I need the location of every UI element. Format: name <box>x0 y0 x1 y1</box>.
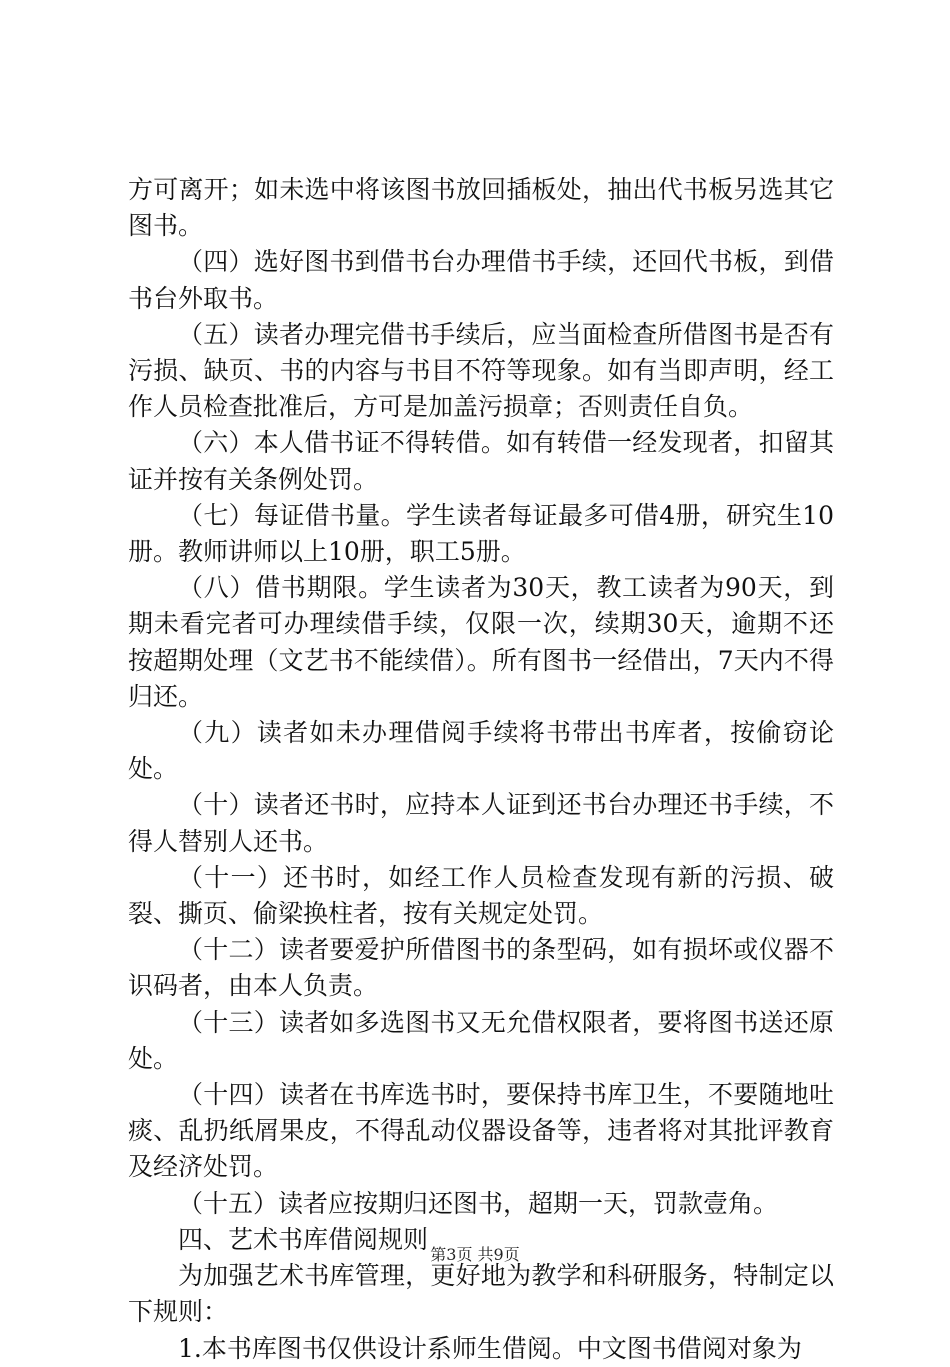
paragraph: （九）读者如未办理借阅手续将书带出书库者，按偷窃论处。 <box>128 718 834 784</box>
paragraph: （十五）读者应按期归还图书，超期一天，罚款壹角。 <box>178 1188 779 1218</box>
paragraph: （七）每证借书量。学生读者每证最多可借4册，研究生10册。教师讲师以上10册，职工5册。 <box>128 500 834 567</box>
paragraph: （十一）还书时，如经工作人员检查发现有新的污损、破裂、撕页、偷梁换柱者，按有关规定处罚。 <box>128 862 834 929</box>
paragraph: 1.本书库图书仅供设计系师生借阅。中文图书借阅对象为 <box>178 1333 802 1363</box>
paragraph: （四）选好图书到借书台办理借书手续，还回代书板，到借书台外取书。 <box>128 247 834 313</box>
paragraph: （八）借书期限。学生读者为30天，教工读者为90天，到期未看完者可办理续借手续，仅限一次，续期30天，逾期不还按超期处理（文艺书不能续借）。所有图书一经借出，7天内不得归还。 <box>128 573 834 711</box>
paragraph: （六）本人借书证不得转借。如有转借一经发现者，扣留其证并按有关条例处罚。 <box>128 428 834 494</box>
document-body <box>128 172 834 1367</box>
paragraph: （十四）读者在书库选书时，要保持书库卫生，不要随地吐痰、乱扔纸屑果皮，不得乱动仪器设备等，违者将对其批评教育及经济处罚。 <box>128 1080 834 1182</box>
paragraph: （五）读者办理完借书手续后，应当面检查所借图书是否有污损、缺页、书的内容与书目不符等现象。如有当即声明，经工作人员检查批准后，方可是加盖污损章；否则责任自负。 <box>128 319 834 422</box>
paragraph: （十）读者还书时，应持本人证到还书台办理还书手续，不得人替别人还书。 <box>128 790 834 856</box>
paragraph: 方可离开；如未选中将该图书放回插板处，抽出代书板另选其它图书。 <box>128 175 834 241</box>
paragraph: （十二）读者要爱护所借图书的条型码，如有损坏或仪器不识码者，由本人负责。 <box>128 935 834 1001</box>
paragraph: （十三）读者如多选图书又无允借权限者，要将图书送还原处。 <box>128 1007 834 1073</box>
section-heading: 四、艺术书库借阅规则 <box>178 1224 429 1254</box>
paragraph: 为加强艺术书库管理，更好地为教学和科研服务，特制定以下规则： <box>128 1261 834 1327</box>
page-footer: 第3页 共9页 <box>430 1245 520 1264</box>
